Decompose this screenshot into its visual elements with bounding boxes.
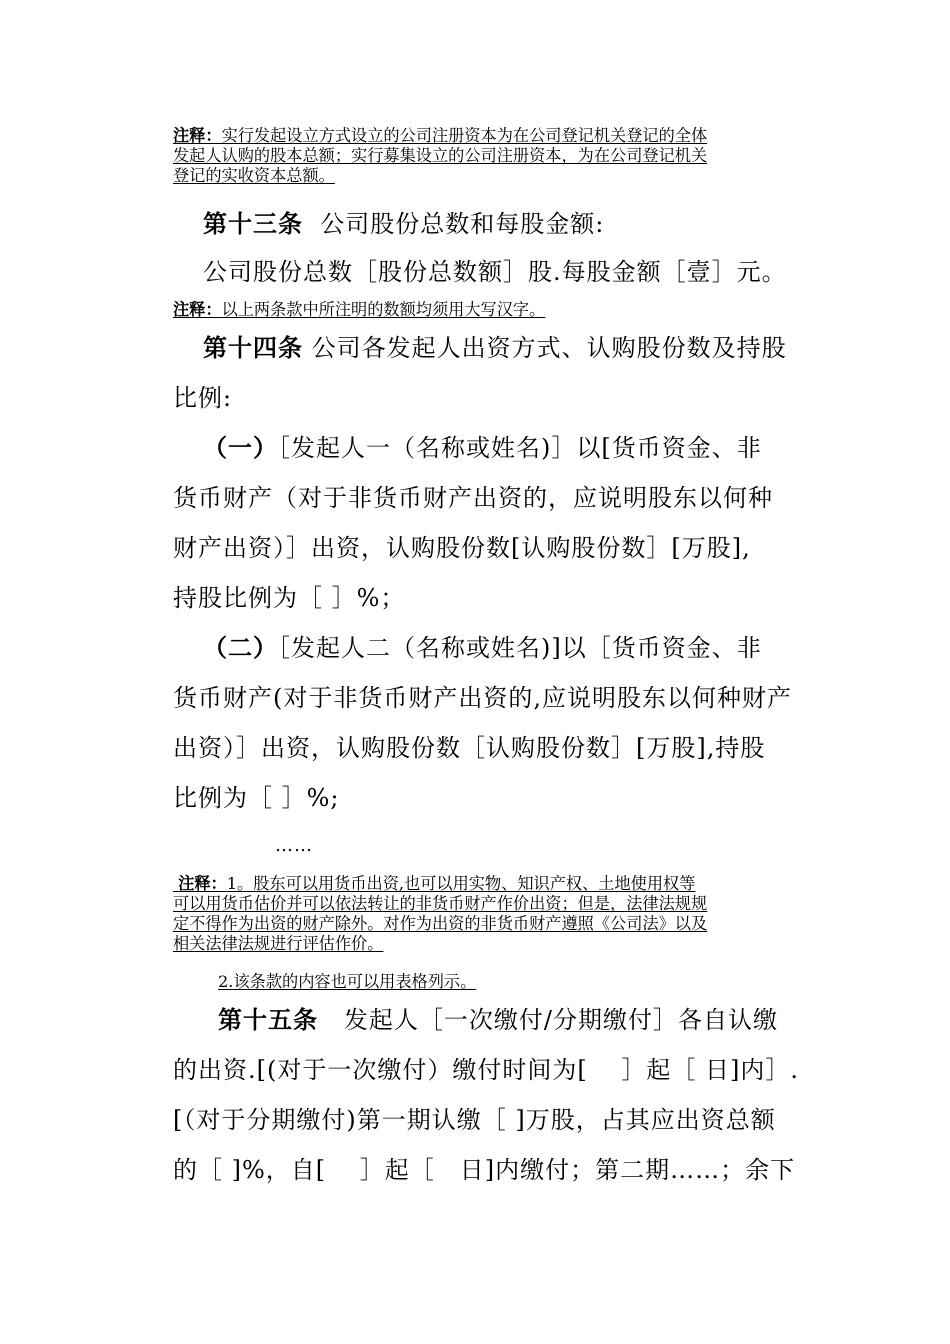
article-14-title: 第十四条 [203,333,303,362]
note-3-line-4: 相关法律法规进行评估作价。 [173,934,384,953]
article-15-line-3: [（对于分期缴付)第一期认缴［ ]万股，占其应出资总额 [173,1106,776,1134]
item-1-line-1: （一）［发起人一（名称或姓名)］以[货币资金、非 [203,433,762,462]
note-2-label: 注释： [173,300,222,319]
item-2-line-4: 比例为［ ］%; [173,784,340,812]
note-1 [173,126,810,186]
article-15-line-4: 的［ ]%，自[ ］起［ 日]内缴付；第二期……；余下 [173,1156,796,1184]
item-1-line-4: 持股比例为［ ］%； [173,584,406,612]
item-2-line-3: 出资）］出资，认购股份数［认购股份数］[万股],持股 [173,734,766,762]
note-3-line-2: 可以用货币估价并可以依法转让的非货币财产作价出资；但是，法律法规规 [173,894,708,913]
item-1-line-2: 货币财产（对于非货币财产出资的，应说明股东以何种 [173,484,773,512]
article-13-body: 公司股份总数［股份总数额］股.每股金额［壹］元。 [203,258,787,286]
article-15-title: 第十五条 [218,1005,318,1034]
item-1-line-3: 财产出资）］出资，认购股份数[认购股份数］[万股], [173,534,751,562]
note-3-line-3: 定不得作为出资的财产除外。对作为出资的非货币财产遵照《公司法》以及 [173,914,708,933]
note-1-line-1: 注释：实行发起设立方式设立的公司注册资本为在公司登记机关登记的全体 [173,126,708,145]
note-1-line-3: 登记的实收资本总额。 [173,166,335,185]
item-2-line-1: （二）［发起人二（名称或姓名)]以［货币资金、非 [203,633,762,662]
note-3-line-1: 注释：1。股东可以用货币出资,也可以用实物、知识产权、土地使用权等 [178,874,696,893]
article-13-title: 第十三条 [203,209,303,238]
item-2-number: （二） [203,633,278,662]
note-1-label: 注释： [173,126,222,145]
article-14-heading: 第十四条 公司各发起人出资方式、认购股份数及持股 [203,333,787,362]
note-2: 注释：以上两条款中所注明的数额均须用大写汉字。 [173,300,546,319]
article-14-heading-cont: 比例: [173,384,233,412]
note-1-line-2: 发起人认购的股本总额；实行募集设立的公司注册资本，为在公司登记机关 [173,146,708,165]
article-15-line-2: 的出资.[(对于一次缴付）缴付时间为[ ］起［ 日]内］. [173,1056,799,1084]
article-15-line-1: 第十五条 发起人［一次缴付/分期缴付］各自认缴 [218,1005,778,1034]
note-3-item-2: 2.该条款的内容也可以用表格列示。 [218,972,477,991]
item-1-number: （一） [203,433,278,462]
ellipsis: …… [275,835,313,856]
note-3-label: 注释： [178,874,227,893]
article-13-heading: 第十三条 公司股份总数和每股金额: [203,209,605,238]
note-3 [173,874,810,954]
item-2-line-2: 货币财产(对于非货币财产出资的,应说明股东以何种财产 [173,684,792,712]
